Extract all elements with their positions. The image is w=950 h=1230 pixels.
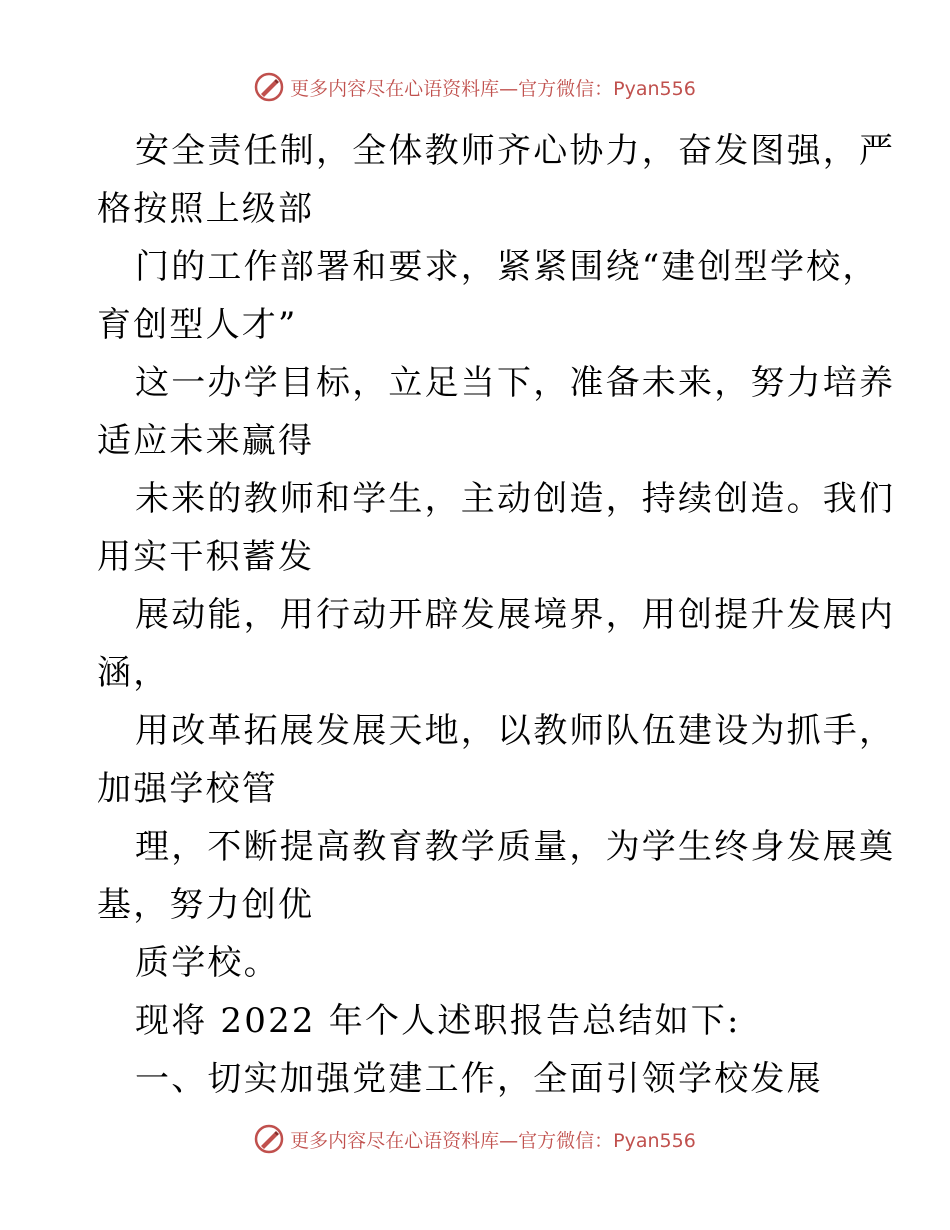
paragraph-line: 这一办学目标，立足当下，准备未来，努力培养 <box>135 363 896 403</box>
paragraph-line: 格按照上级部 <box>97 189 315 229</box>
paragraph-line: 用改革拓展发展天地，以教师队伍建设为抓手， <box>135 711 896 751</box>
footer-watermark <box>0 1124 950 1154</box>
section-heading: 一、切实加强党建工作，全面引领学校发展 <box>135 1059 823 1099</box>
pen-logo-icon <box>254 72 284 102</box>
paragraph-line: 涵， <box>97 653 170 693</box>
header-watermark <box>0 72 950 102</box>
paragraph-line: 门的工作部署和要求，紧紧围绕“建创型学校， <box>135 247 879 287</box>
paragraph-line: 质学校。 <box>135 943 280 983</box>
paragraph-line: 安全责任制，全体教师齐心协力，奋发图强，严 <box>135 131 896 171</box>
paragraph-line: 适应未来赢得 <box>97 421 315 461</box>
paragraph-line: 现将 2022 年个人述职报告总结如下: <box>135 1001 741 1041</box>
paragraph-line: 理，不断提高教育教学质量，为学生终身发展奠 <box>135 827 896 867</box>
paragraph-line: 基，努力创优 <box>97 885 315 925</box>
paragraph-line: 加强学校管 <box>97 769 278 809</box>
paragraph-line: 未来的教师和学生，主动创造，持续创造。我们 <box>135 479 896 519</box>
watermark-text: 更多内容尽在心语资料库—官方微信：Pyan556 <box>290 1129 696 1152</box>
paragraph-line: 展动能，用行动开辟发展境界，用创提升发展内 <box>135 595 896 635</box>
document-body <box>97 122 896 1108</box>
paragraph-line: 育创型人才” <box>97 305 298 345</box>
paragraph-line: 用实干积蓄发 <box>97 537 315 577</box>
watermark-text: 更多内容尽在心语资料库—官方微信：Pyan556 <box>290 77 696 100</box>
pen-logo-icon <box>254 1124 284 1154</box>
